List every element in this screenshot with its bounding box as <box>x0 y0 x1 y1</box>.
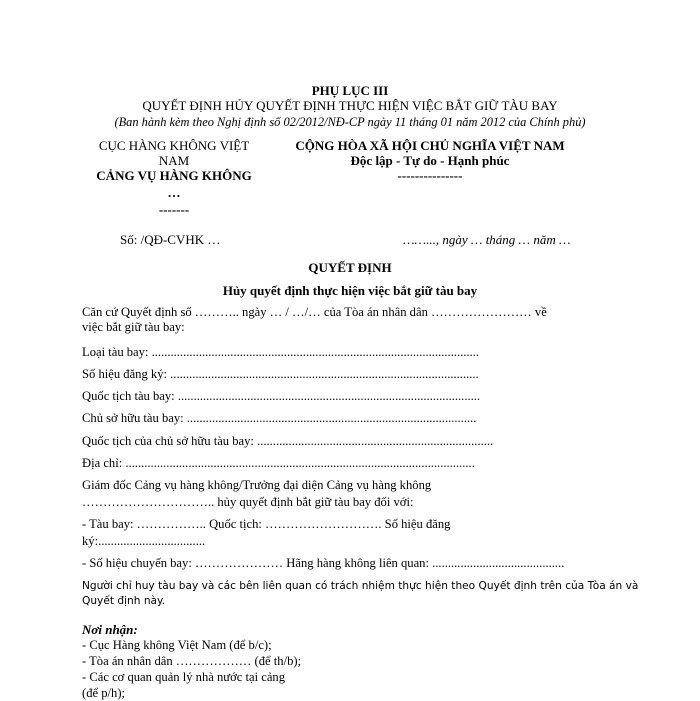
field-owner-nationality: Quốc tịch của chủ sở hữu tàu bay: ........................................................................... <box>82 434 494 448</box>
agency-name-line1: CỤC HÀNG KHÔNG VIỆT <box>98 138 250 153</box>
recipient-item: - Cục Hàng không Việt Nam (để b/c); <box>82 638 272 652</box>
aircraft-line-2: ký:.................................. <box>82 534 206 548</box>
recipient-item: (để p/h); <box>82 686 126 700</box>
field-owner: Chủ sở hữu tàu bay: ............................................................................................ <box>82 411 477 425</box>
place-date: ……..., ngày … tháng … năm … <box>403 232 571 247</box>
agency-name-line2: NAM <box>158 153 190 168</box>
recipient-item: - Các cơ quan quản lý nhà nước tại cảng <box>82 670 286 684</box>
basis-line-2: việc bắt giữ tàu bay: <box>82 320 185 334</box>
basis-line-1: Căn cứ Quyết định số ……….. ngày … / …/… của Tòa án nhân dân …………………… về <box>82 305 547 319</box>
field-address: Địa chỉ: ............................................................................................................... <box>82 456 475 470</box>
left-divider: ------- <box>158 202 190 217</box>
port-authority-ellipsis: … <box>167 185 181 200</box>
recipient-item: - Tòa án nhân dân ……………… (để th/b); <box>82 654 302 668</box>
responsibility-line-1: Người chỉ huy tàu bay và các bên liên quan có trách nhiệm thực hiện theo Quyết định trên của Tòa án và <box>82 580 639 592</box>
country-name: CỘNG HÒA XÃ HỘI CHỦ NGHĨA VIỆT NAM <box>295 138 565 153</box>
flight-line: - Số hiệu chuyến bay: ………………… Hãng hàng không liên quan: .......................................... <box>82 556 565 570</box>
aircraft-line-1: - Tàu bay: …………….. Quốc tịch: ………………………. Số hiệu đăng <box>82 517 451 531</box>
field-aircraft-type: Loại tàu bay: ........................................................................................................ <box>82 345 480 359</box>
field-registration: Số hiệu đăng ký: .................................................................................................. <box>82 367 479 381</box>
appendix-title: PHỤ LỤC III <box>311 83 389 98</box>
recipients-title: Nơi nhận: <box>82 622 138 637</box>
field-aircraft-nationality: Quốc tịch tàu bay: ................................................................................................ <box>82 389 481 403</box>
document-title: QUYẾT ĐỊNH HỦY QUYẾT ĐỊNH THỰC HIỆN VIỆC BẮT GIỮ TÀU BAY <box>142 98 558 113</box>
decision-heading: QUYẾT ĐỊNH <box>308 260 392 275</box>
decision-number: Số: /QĐ-CVHK … <box>120 232 221 247</box>
responsibility-line-2: Quyết định này. <box>82 595 166 607</box>
national-motto: Độc lập - Tự do - Hạnh phúc <box>350 153 510 168</box>
decision-subheading: Hủy quyết định thực hiện việc bắt giữ tàu bay <box>222 283 478 298</box>
director-line-2: ………………………….. hủy quyết định bắt giữ tàu bay đối với: <box>82 495 414 509</box>
director-line-1: Giám đốc Cảng vụ hàng không/Trưởng đại diện Cảng vụ hàng không <box>82 478 432 492</box>
port-authority-name: CẢNG VỤ HÀNG KHÔNG <box>96 168 252 183</box>
right-divider: --------------- <box>397 168 463 183</box>
document-subtitle: (Ban hành kèm theo Nghị định số 02/2012/NĐ-CP ngày 11 tháng 01 năm 2012 của Chính phủ) <box>114 115 586 129</box>
